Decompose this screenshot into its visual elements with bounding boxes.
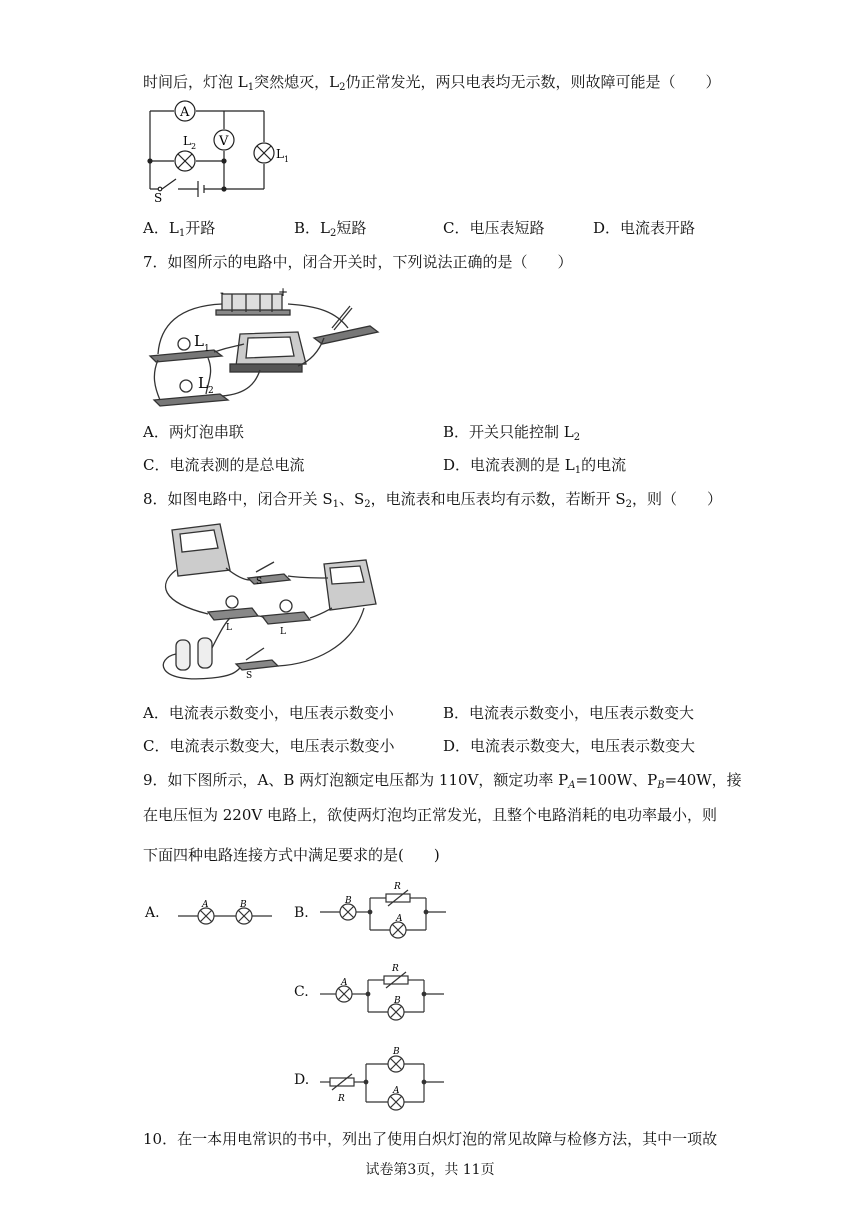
q7-option-b[interactable]: B．开关只能控制 $L_2$	[443, 423, 581, 443]
svg-text:A: A	[202, 900, 209, 910]
q9-diagram-a	[176, 900, 276, 928]
q6-voltmeter-label: V	[219, 134, 229, 149]
svg-text:B: B	[393, 1047, 400, 1057]
svg-text:B: B	[394, 996, 401, 1006]
q6-ammeter-label: A	[180, 105, 190, 120]
q9-stem-line1: 9．如下图所示，A、B 两灯泡额定电压都为 110V，额定功率 $P_A=100W$、$P_B=40W$，接	[143, 771, 742, 791]
q9-diagram-c	[318, 962, 450, 1024]
page-footer: 试卷第3页，共 11页	[365, 1162, 495, 1178]
svg-text:2: 2	[208, 386, 214, 396]
svg-text:1: 1	[284, 155, 290, 164]
q6-option-d[interactable]: D．电流表开路	[593, 219, 696, 237]
q8-option-a[interactable]: A．电流表示数变小，电压表示数变小	[143, 704, 394, 722]
svg-text:1: 1	[204, 344, 210, 354]
svg-text:A: A	[393, 1086, 400, 1096]
q6-option-a[interactable]: A．$L_1$开路	[143, 219, 216, 239]
svg-text:L: L	[194, 332, 204, 350]
q8-stem: 8．如图电路中，闭合开关 $S_1$、$S_2$，电流表和电压表均有示数，若断开 $S_2$，则（ ）	[143, 490, 723, 510]
svg-text:R: R	[394, 882, 401, 892]
q9-diagram-d	[318, 1046, 450, 1114]
svg-text:L: L	[198, 374, 208, 392]
svg-text:A: A	[396, 914, 403, 924]
q9-stem-line2: 在电压恒为 220V 电路上，欲使两灯泡均正常发光，且整个电路消耗的电功率最小，则	[143, 806, 718, 824]
svg-text:S: S	[246, 671, 253, 681]
q9-option-c-label[interactable]: C.	[294, 984, 309, 1000]
svg-text:B: B	[240, 900, 247, 910]
q7-stem: 7．如图所示的电路中，闭合开关时，下列说法正确的是（ ）	[143, 253, 573, 271]
q9-option-d-label[interactable]: D.	[294, 1072, 310, 1088]
svg-text:A: A	[341, 978, 348, 988]
q8-option-c[interactable]: C．电流表示数变大，电压表示数变小	[143, 737, 395, 755]
svg-text:S: S	[256, 577, 263, 587]
svg-text:L: L	[226, 623, 232, 633]
q6-option-b[interactable]: B．$L_2$短路	[294, 219, 367, 239]
q9-stem-line3: 下面四种电路连接方式中满足要求的是( )	[143, 846, 440, 864]
q10-stem: 10．在一本用电常识的书中，列出了使用白炽灯泡的常见故障与检修方法，其中一项故	[143, 1130, 718, 1148]
svg-text:S: S	[154, 191, 163, 203]
q9-option-b-label[interactable]: B.	[294, 905, 309, 921]
svg-text:2: 2	[191, 142, 197, 151]
q8-option-d[interactable]: D．电流表示数变大，电压表示数变大	[443, 737, 696, 755]
q8-option-b[interactable]: B．电流表示数变小，电压表示数变大	[443, 704, 695, 722]
svg-text:L: L	[276, 147, 284, 161]
q8-circuit-illustration	[152, 518, 384, 690]
q7-circuit-illustration	[148, 282, 380, 410]
svg-text:R: R	[338, 1094, 345, 1104]
q7-option-c[interactable]: C．电流表测的是总电流	[143, 456, 305, 474]
svg-text:+: +	[278, 285, 289, 299]
svg-text:-: -	[220, 286, 224, 299]
svg-text:L: L	[280, 627, 286, 637]
svg-text:B: B	[345, 896, 352, 906]
q9-option-a-label[interactable]: A.	[145, 905, 160, 921]
q7-option-d[interactable]: D．电流表测的是 $L_1$的电流	[443, 456, 627, 476]
q9-diagram-b	[318, 880, 450, 942]
q7-option-a[interactable]: A．两灯泡串联	[143, 423, 244, 441]
q6-option-c[interactable]: C．电压表短路	[443, 219, 545, 237]
q6-stem: 时间后，灯泡 $L_1$突然熄灭，$L_2$仍正常发光，两只电表均无示数，则故障可能是（ ）	[143, 73, 721, 93]
svg-text:R: R	[392, 964, 399, 974]
q6-circuit-diagram	[140, 97, 300, 203]
svg-text:L: L	[183, 134, 191, 148]
